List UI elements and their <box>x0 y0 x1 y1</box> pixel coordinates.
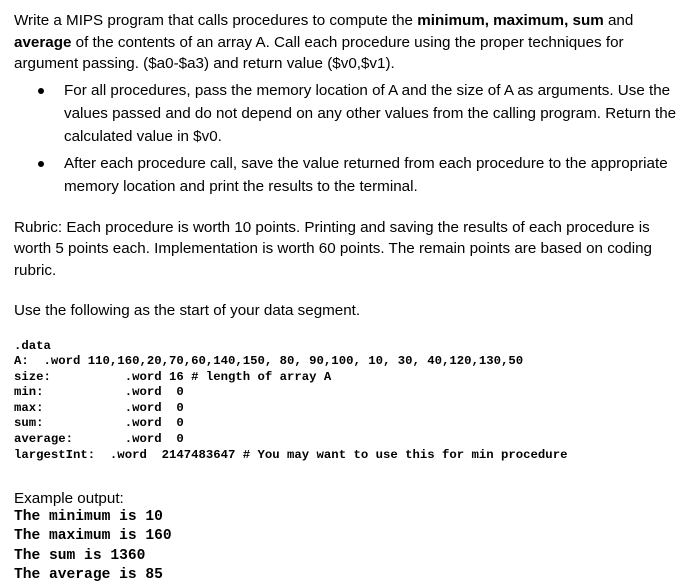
code-line: min: .word 0 <box>14 385 184 400</box>
requirement-text: After each procedure call, save the value returned from each procedure to the appropriate memory location and print the results to the terminal. <box>64 154 668 195</box>
instruction-paragraph: Use the following as the start of your data segment. <box>14 302 361 319</box>
intro-paragraph <box>14 10 686 75</box>
intro-bold-min-max-sum: minimum, maximum, sum <box>417 12 604 29</box>
intro-text-2: and <box>603 12 634 29</box>
output-line: The minimum is 10 <box>14 509 163 526</box>
example-output-label: Example output: <box>14 490 124 508</box>
code-line: size: .word 16 # length of array A <box>14 369 332 384</box>
requirements-list <box>14 79 686 198</box>
output-line: The maximum is 160 <box>14 528 172 545</box>
output-line: The average is 85 <box>14 566 163 583</box>
bullet-icon <box>38 88 44 94</box>
requirement-text: For all procedures, pass the memory location of A and the size of A as arguments. Use the values passed and do not depend on any other values from the calling program. Return the calculated value in $v0. <box>64 81 677 145</box>
rubric-paragraph: Rubric: Each procedure is worth 10 points. Printing and saving the results of each procedure is worth 5 points each. Implementation is worth 60 points. The remain points are based on coding rubric. <box>14 218 652 279</box>
code-line: A: .word 110,160,20,70,60,140,150, 80, 90,100, 10, 30, 40,120,130,50 <box>14 354 524 369</box>
output-line: The sum is 1360 <box>14 547 146 564</box>
intro-text-3: of the contents of an array A. Call each procedure using the proper techniques for argument passing. ($a0-$a3) and return value ($v0,$v1). <box>14 33 624 72</box>
example-output <box>14 508 686 585</box>
data-segment-code <box>14 339 686 464</box>
code-line: sum: .word 0 <box>14 416 184 431</box>
code-line: average: .word 0 <box>14 432 184 447</box>
intro-text-1: Write a MIPS program that calls procedures to compute the <box>14 12 418 29</box>
code-line: max: .word 0 <box>14 400 184 415</box>
requirement-item <box>14 79 686 148</box>
code-line: largestInt: .word 2147483647 # You may want to use this for min procedure <box>14 447 568 462</box>
requirement-item <box>14 152 686 198</box>
document-page <box>14 10 686 585</box>
bullet-icon <box>38 161 44 167</box>
code-line: .data <box>14 338 51 353</box>
intro-bold-average: average <box>14 33 72 51</box>
